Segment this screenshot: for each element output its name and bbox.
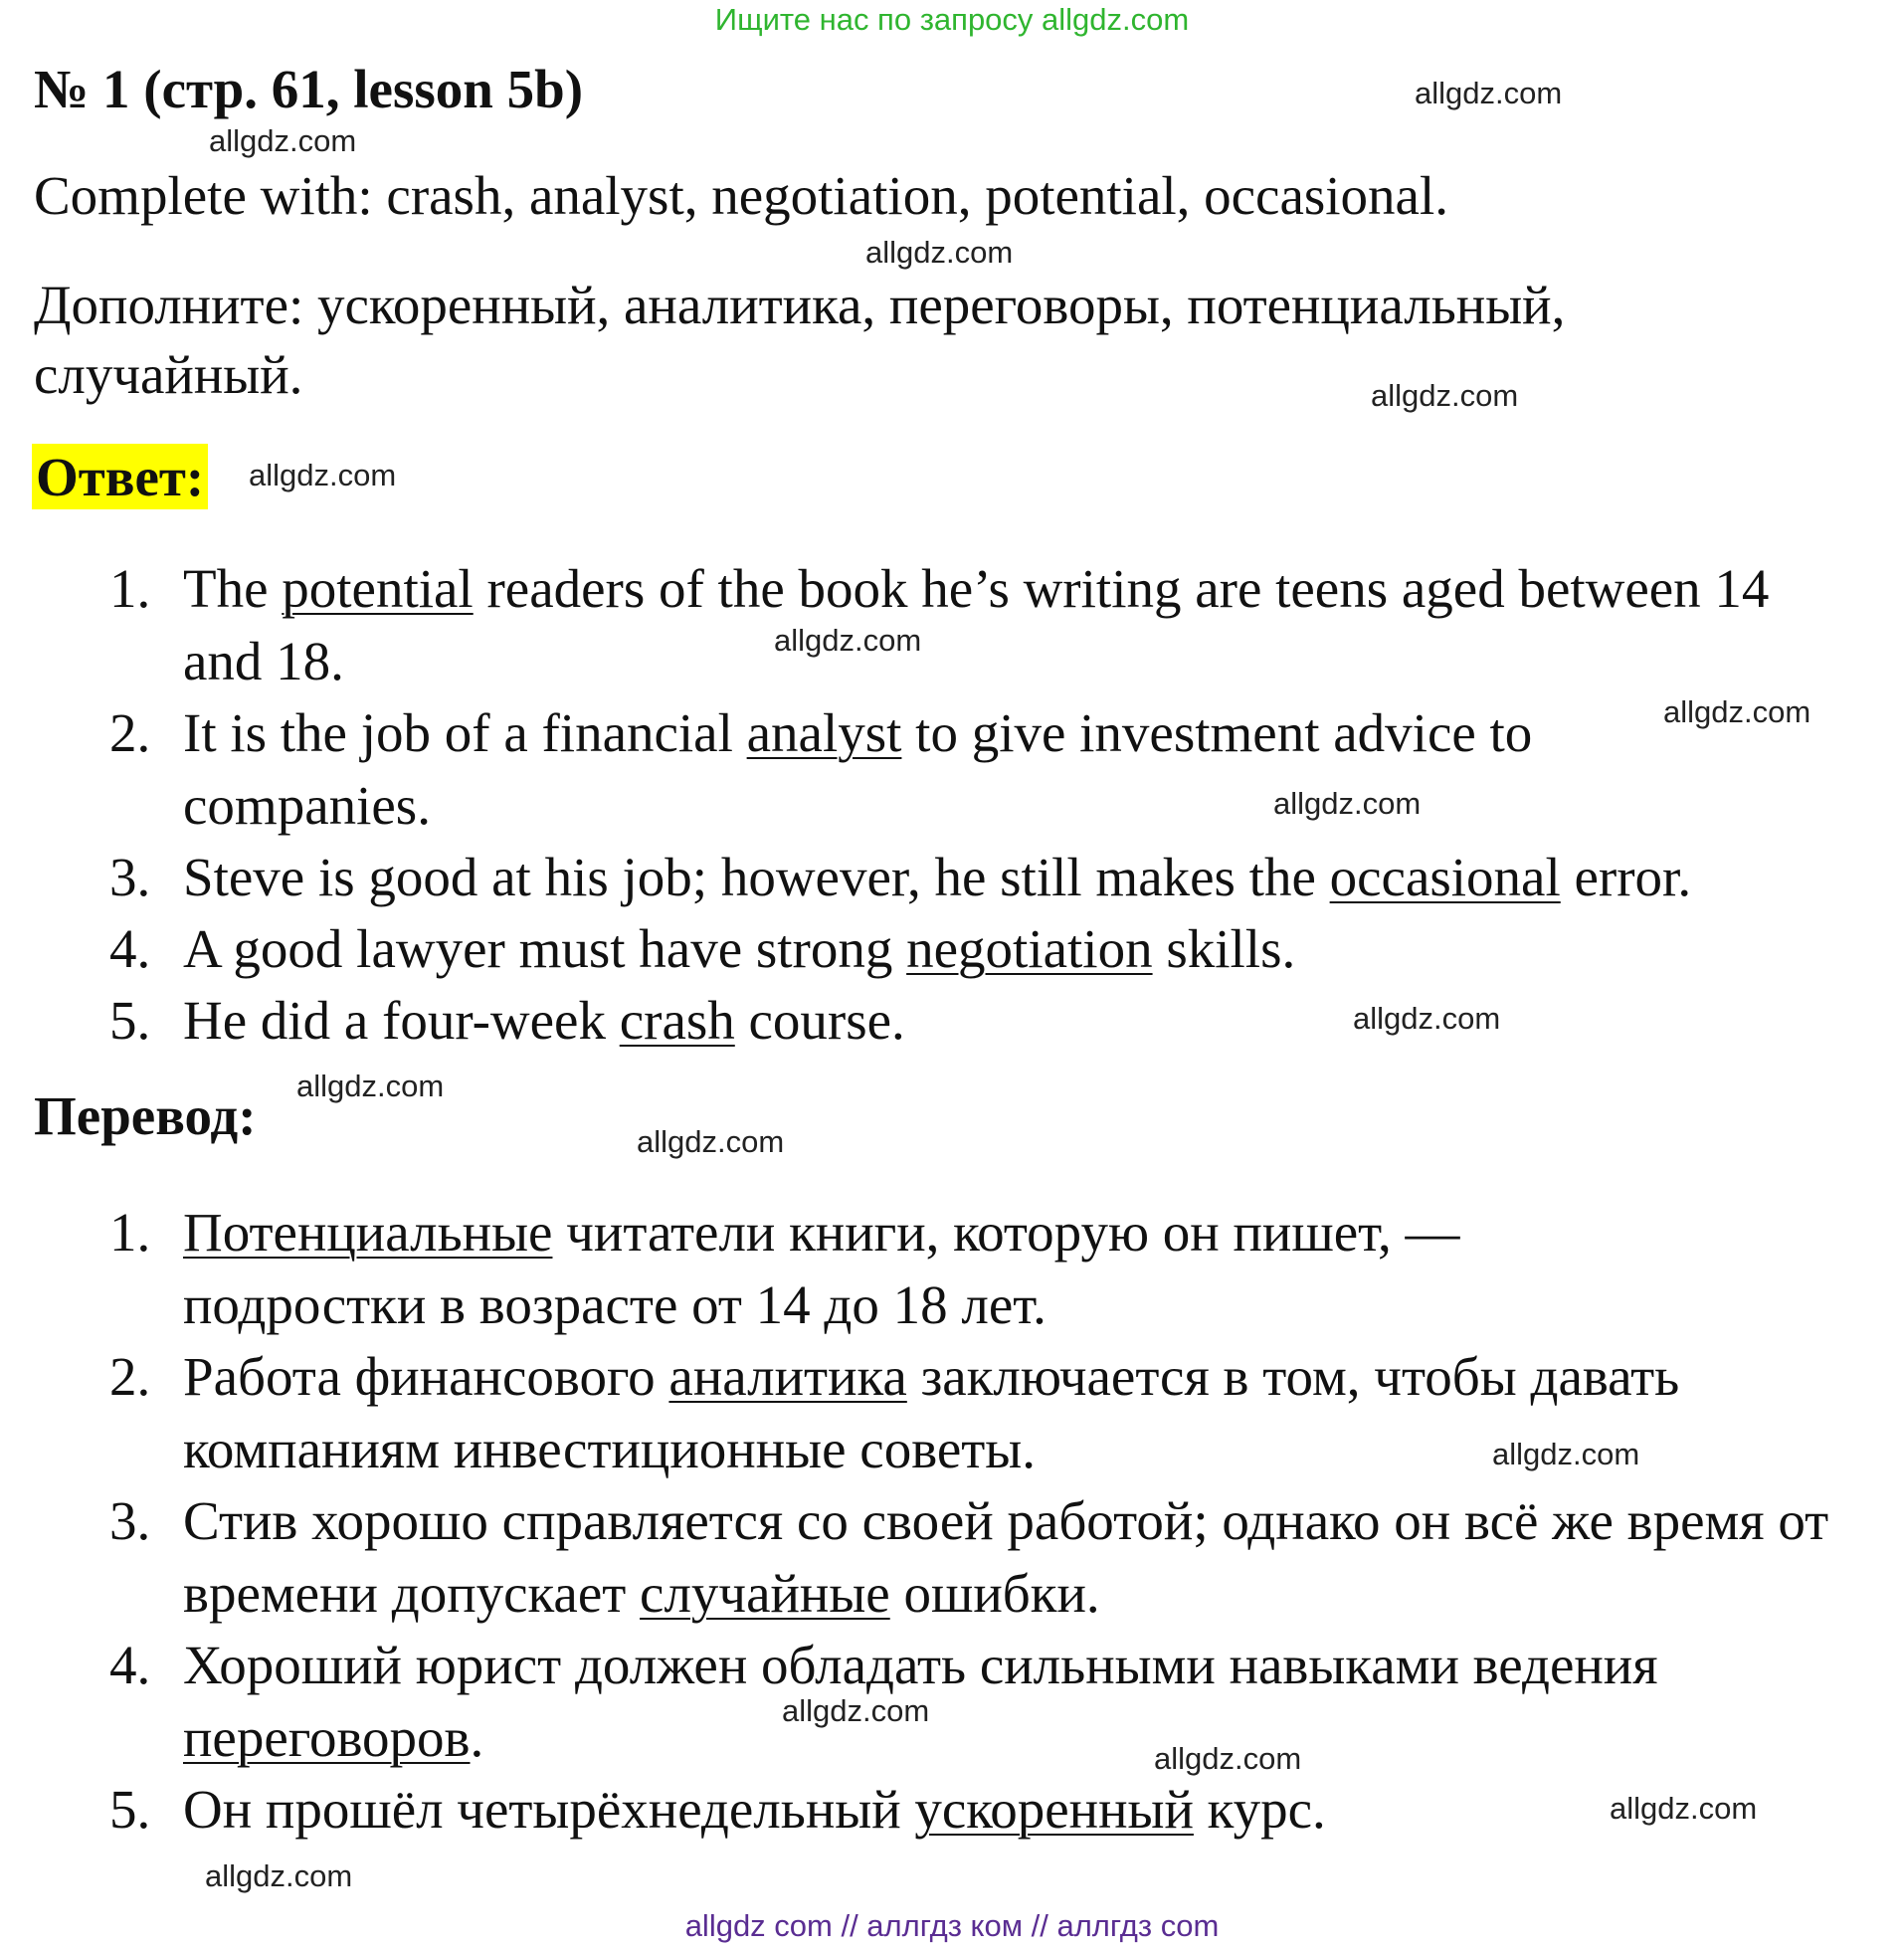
answer-word: analyst bbox=[746, 702, 902, 763]
item-number: 4. bbox=[109, 1635, 151, 1695]
item-text: He did a four-week crash course. bbox=[183, 990, 905, 1051]
list-item bbox=[109, 913, 1860, 986]
instruction-text: Complete with: crash, analyst, negotiation, potential, occasional. bbox=[34, 165, 1448, 226]
item-text: Потенциальные читатели книги, которую он пишет, — подростки в возрасте от 14 до 18 лет. bbox=[183, 1202, 1460, 1335]
translation-label: Перевод: bbox=[34, 1085, 257, 1146]
translation-word: случайные bbox=[640, 1562, 890, 1624]
watermark: allgdz.com bbox=[1154, 1741, 1302, 1776]
footer-text: allgdz com // аллгдз ком // аллгдз com bbox=[684, 1908, 1220, 1943]
list-item bbox=[109, 1774, 1860, 1847]
watermark: allgdz.com bbox=[1353, 1001, 1501, 1036]
answer-word: occasional bbox=[1329, 847, 1561, 907]
watermark: allgdz.com bbox=[1610, 1791, 1758, 1826]
watermark: allgdz.com bbox=[209, 123, 357, 158]
item-number: 1. bbox=[109, 1202, 151, 1263]
task-title: № 1 (стр. 61, lesson 5b) bbox=[34, 59, 584, 119]
item-number: 1. bbox=[109, 558, 151, 619]
list-item bbox=[109, 1485, 1860, 1630]
watermark: allgdz.com bbox=[637, 1124, 785, 1159]
item-number: 3. bbox=[109, 847, 151, 907]
item-number: 5. bbox=[109, 990, 151, 1051]
list-item bbox=[109, 697, 1860, 842]
translation-word: переговоров bbox=[183, 1706, 471, 1768]
item-text: The potential readers of the book he’s writing are teens aged between 14 and 18. bbox=[183, 558, 1770, 691]
list-item bbox=[109, 1197, 1860, 1341]
item-text: Steve is good at his job; however, he still makes the occasional error. bbox=[183, 847, 1692, 907]
item-text: A good lawyer must have strong negotiation skills. bbox=[183, 918, 1296, 979]
translation-word: Потенциальные bbox=[183, 1202, 553, 1263]
item-number: 5. bbox=[109, 1779, 151, 1840]
watermark: allgdz.com bbox=[1371, 378, 1519, 413]
watermark: allgdz.com bbox=[1663, 694, 1811, 729]
watermark: allgdz.com bbox=[296, 1069, 445, 1103]
list-item bbox=[109, 553, 1860, 697]
watermark: allgdz.com bbox=[1492, 1437, 1640, 1471]
item-number: 2. bbox=[109, 1346, 151, 1407]
item-text: Работа финансового аналитика заключается в том, чтобы давать компаниям инвестиционные советы. bbox=[183, 1346, 1680, 1479]
item-text: Хороший юрист должен обладать сильными навыками ведения переговоров. bbox=[183, 1635, 1658, 1768]
item-text: Он прошёл четырёхнедельный ускоренный курс. bbox=[183, 1779, 1326, 1840]
instruction-translation: Дополните: ускоренный, аналитика, переговоры, потенциальный, случайный. bbox=[34, 275, 1566, 405]
watermark: allgdz.com bbox=[1273, 786, 1422, 821]
top-banner: Ищите нас по запросу allgdz.com bbox=[714, 2, 1190, 37]
answer-word: negotiation bbox=[906, 918, 1153, 979]
list-item bbox=[109, 985, 1860, 1058]
item-number: 4. bbox=[109, 918, 151, 979]
translation-word: ускоренный bbox=[914, 1779, 1194, 1840]
item-number: 3. bbox=[109, 1490, 151, 1551]
watermark: allgdz.com bbox=[205, 1858, 353, 1893]
answer-word: potential bbox=[282, 558, 474, 619]
watermark: allgdz.com bbox=[865, 235, 1014, 270]
watermark: allgdz.com bbox=[1415, 76, 1563, 110]
item-text: It is the job of a financial analyst to give investment advice to companies. bbox=[183, 702, 1533, 836]
answer-label: Ответ: bbox=[32, 444, 208, 509]
translation-word: аналитика bbox=[668, 1346, 907, 1407]
watermark: allgdz.com bbox=[782, 1693, 930, 1728]
watermark: allgdz.com bbox=[774, 623, 922, 658]
item-text: Стив хорошо справляется со своей работой; однако он всё же время от времени допускает случайные ошибки. bbox=[183, 1490, 1829, 1624]
item-number: 2. bbox=[109, 702, 151, 763]
list-item bbox=[109, 1630, 1860, 1774]
watermark: allgdz.com bbox=[249, 458, 397, 492]
answer-word: crash bbox=[619, 990, 735, 1051]
list-item bbox=[109, 842, 1860, 914]
